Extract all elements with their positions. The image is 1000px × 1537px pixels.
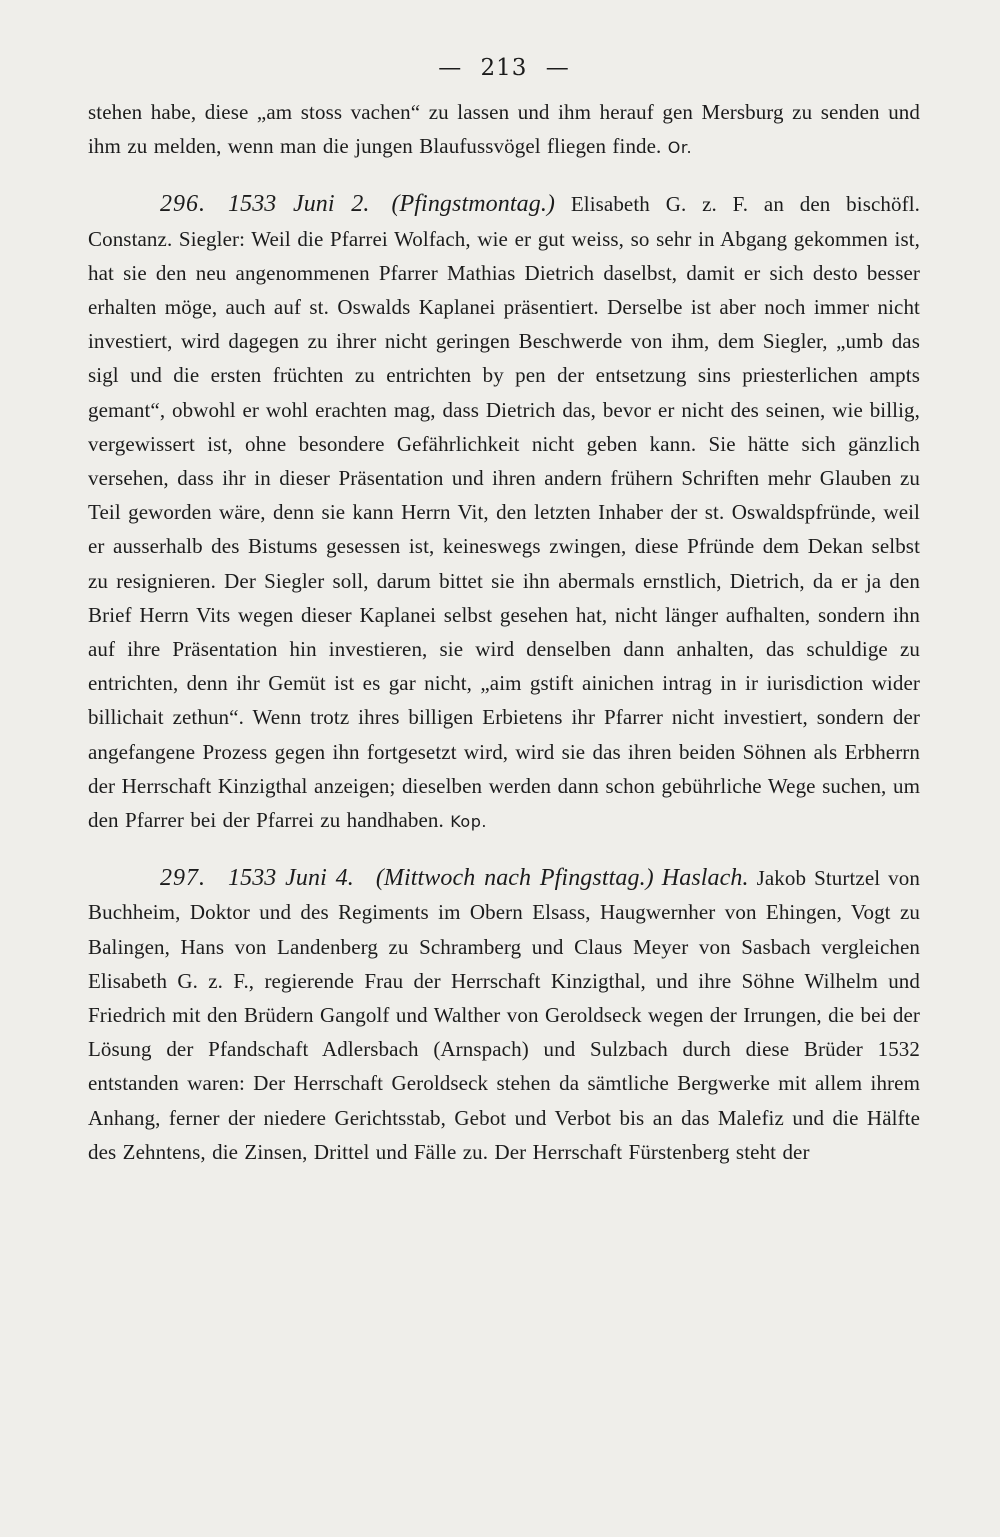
entry-body: Elisabeth G. z. F. an den bischöfl. Constanz. Siegler: Weil die Pfarrei Wolfach, wie er gut weiss, so sehr in Abgang gekommen ist, hat sie den neu angenommenen Pfarrer Mathias Dietrich daselbst, damit er sich desto besser erhalten möge, auch auf st. Oswalds Kaplanei präsentiert. Derselbe ist aber noch immer nicht investiert, wird dagegen zu ihrer nicht geringen Beschwerde von ihm, dem Siegler, „umb das sigl und die ersten früchten zu entrichten by pen der entsetzung sins priesterlichen ampts gemant“, obwohl er wohl erachten mag, dass Dietrich das, bevor er nicht des seinen, wie billig, vergewissert ist, ohne besondere Gefährlichkeit nicht geben kann. Sie hätte sich gänzlich versehen, dass ihr in dieser Präsentation und ihren andern frühern Schriften mehr Glauben zu Teil geworden wäre, denn sie kann Herrn Vit, den letzten Inhaber der st. Oswaldspfründe, weil er ausserhalb des Bistums gesessen ist, keineswegs zwingen, diese Pfründe dem Dekan selbst zu resignieren. Der Siegler soll, darum bittet sie ihn abermals ernstlich, Dietrich, da er ja den Brief Herrn Vits wegen dieser Kaplanei selbst gesehen hat, nicht länger aufhalten, sondern ihn auf ihre Präsentation hin investieren, sie wird denselben dann anhalten, das schuldige zu entrichten, denn ihr Gemüt ist es gar nicht, „aim gstift ainichen intrag in ir iurisdiction wider billichait zethun“. Wenn trotz ihres billigen Erbietens ihr Pfarrer nicht investiert, sondern der angefangene Prozess gegen ihn fortgesetzt wird, wird sie das ihren beiden Söhnen als Erbherrn der Herrschaft Kinzigthal anzeigen; dieselben werden dann schon gebührliche Wege suchen, um den Pfarrer bei der Pfarrei zu handhaben. [88, 192, 920, 833]
entry-date: 1533 Juni 4. [228, 865, 354, 892]
entry-place: Haslach. [661, 865, 749, 892]
entry-296 [88, 187, 920, 839]
entry-source: Kop. [450, 812, 487, 832]
entry-date: 1533 Juni 2. [228, 191, 370, 218]
intro-source: Or. [667, 138, 693, 158]
document-page [88, 55, 920, 1169]
entry-day: (Pfingstmontag.) [391, 191, 556, 218]
entry-number: 296. [160, 191, 206, 218]
entry-number: 297. [160, 865, 206, 892]
intro-paragraph [88, 95, 920, 165]
entry-body: Jakob Sturtzel von Buchheim, Doktor und des Regiments im Obern Elsass, Haugwernher von Ehingen, Vogt zu Balingen, Hans von Landenberg zu Schramberg und Claus Meyer von Sasbach vergleichen Elisabeth G. z. F., regierende Frau der Herrschaft Kinzigthal, und ihre Söhne Wilhelm und Friedrich mit den Brüdern Gangolf und Walther von Geroldseck wegen der Irrungen, die bei der Lösung der Pfandschaft Adlersbach (Arnspach) und Sulzbach durch diese Brüder 1532 entstanden waren: Der Herrschaft Geroldseck stehen da sämtliche Bergwerke mit allem ihrem Anhang, ferner der niedere Gerichtsstab, Gebot und Verbot bis an das Malefiz und die Hälfte des Zehntens, die Zinsen, Drittel und Fälle zu. Der Herrschaft Fürstenberg steht der [88, 866, 920, 1164]
intro-text: stehen habe, diese „am stoss vachen“ zu lassen und ihm herauf gen Mersburg zu senden und ihm zu melden, wenn man die jungen Blaufussvögel fliegen finde. [88, 100, 920, 159]
page-number: — 213 — [438, 55, 570, 81]
entry-297 [88, 861, 920, 1169]
entry-day: (Mittwoch nach Pfingsttag.) [375, 865, 654, 892]
